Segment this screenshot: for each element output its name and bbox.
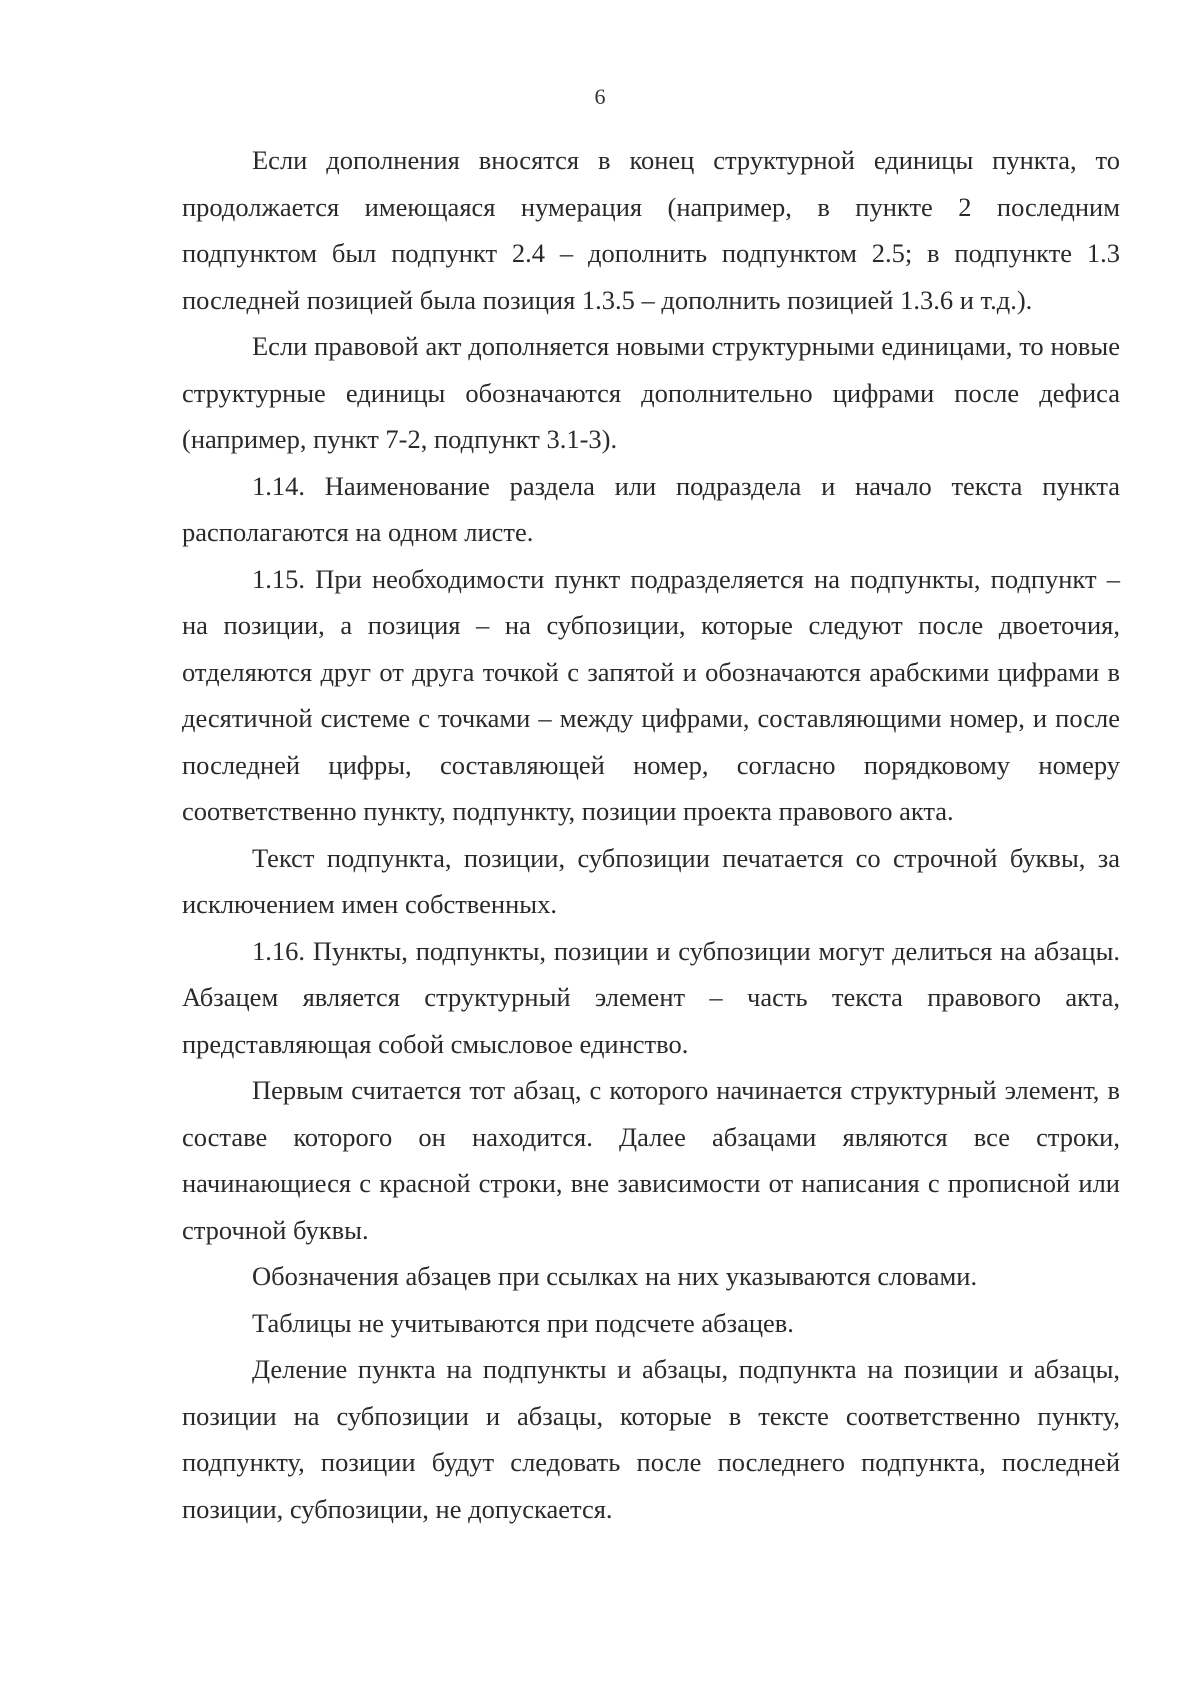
- paragraph-1-16: 1.16. Пункты, подпункты, позиции и субпозиции могут делиться на абзацы. Абзацем является структурный элемент – часть текста правового акта, представляющая собой смысловое единство.: [182, 935, 1120, 1059]
- paragraph-1-15: 1.15. При необходимости пункт подразделяется на подпункты, подпункт – на позиции, а позиция – на субпозиции, которые следуют после двоеточия, отделяются друг от друга точкой с запятой и обозначаются арабскими цифрами в десятичной системе с точками – между цифрами, составляющими номер, и после последней цифры, составляющей номер, согласно порядковому номеру соответственно пункту, подпункту, позиции проекта правового акта.: [182, 563, 1120, 826]
- paragraph-new-units: Если правовой акт дополняется новыми структурными единицами, то новые структурные единицы обозначаются дополнительно цифрами после дефиса (например, пункт 7-2, подпункт 3.1-3).: [182, 331, 1120, 454]
- paragraph-division-not-allowed: Деление пункта на подпункты и абзацы, подпункта на позиции и абзацы, позиции на субпозиции и абзацы, которые в тексте соответственно пункту, подпункту, позиции будут следовать после последнего подпункта, последней позиции, субпозиции, не допускается.: [182, 1354, 1120, 1524]
- document-body: [182, 137, 1120, 1532]
- paragraph-lowercase-text: Текст подпункта, позиции, субпозиции печатается со строчной буквы, за исключением имен собственных.: [182, 842, 1120, 919]
- paragraph-1-14: 1.14. Наименование раздела или подраздела и начало текста пункта располагаются на одном листе.: [182, 470, 1120, 547]
- paragraph-abzac-references: Обозначения абзацев при ссылках на них указываются словами.: [252, 1261, 978, 1291]
- paragraph-additions-end: Если дополнения вносятся в конец структурной единицы пункта, то продолжается имеющаяся нумерация (например, в пункте 2 последним подпунктом был подпункт 2.4 – дополнить подпунктом 2.5; в подпункте 1.3 последней позицией была позиция 1.3.5 – дополнить позицией 1.3.6 и т.д.).: [182, 145, 1120, 315]
- paragraph-tables-not-counted: Таблицы не учитываются при подсчете абзацев.: [252, 1307, 794, 1338]
- page-number: 6: [594, 84, 606, 109]
- paragraph-first-abzac: Первым считается тот абзац, с которого начинается структурный элемент, в составе которого он находится. Далее абзацами являются все строки, начинающиеся с красной строки, вне зависимости от написания с прописной или строчной буквы.: [182, 1075, 1120, 1245]
